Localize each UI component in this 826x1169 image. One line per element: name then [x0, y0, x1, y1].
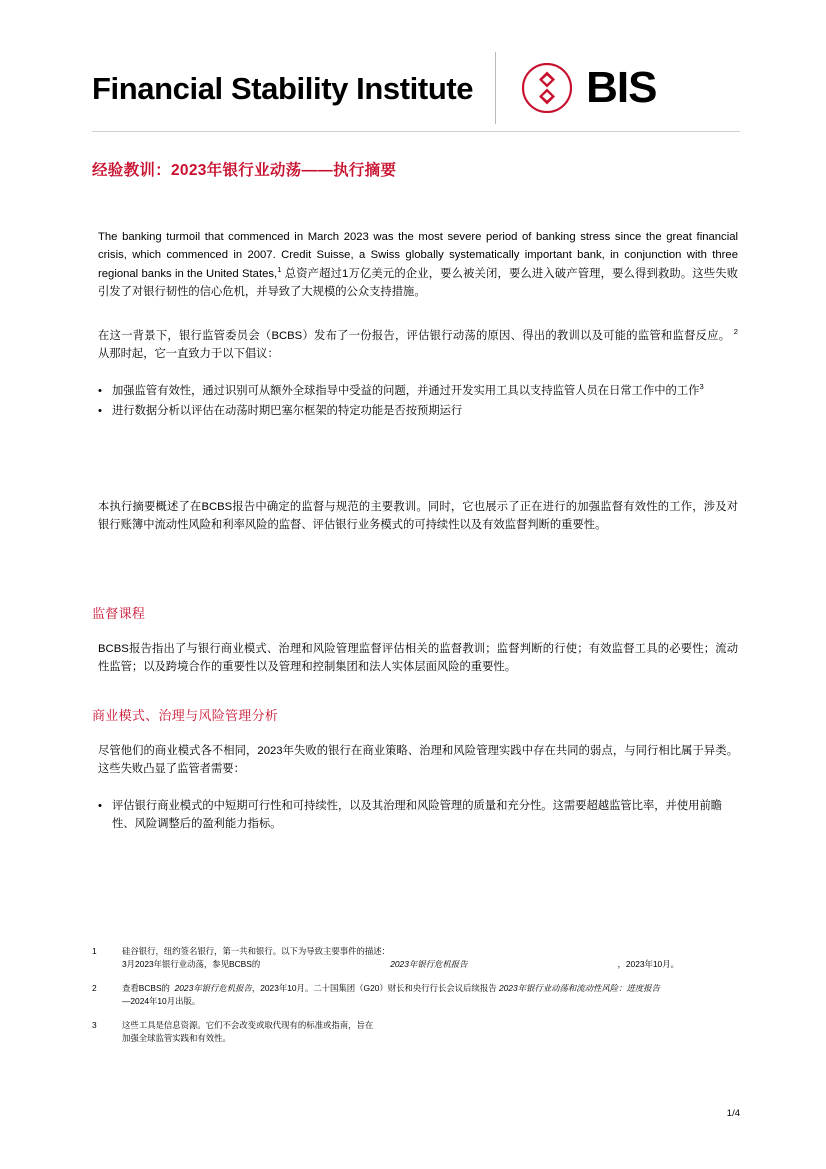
list-item [98, 797, 738, 834]
page-title: 经验教训：2023年银行业动荡——执行摘要 [92, 162, 397, 179]
footnote-ref-3[interactable]: 3 [699, 382, 704, 392]
footnote-2-line1-b: ，2023年10月。二十国集团（G20）财长和央行行长会议后续报告 [251, 983, 497, 994]
footnote-2 [92, 982, 740, 1008]
footnote-1-line1: 硅谷银行，纽约签名银行，第一共和银行。以下为导致主要事件的描述： [122, 946, 390, 956]
bis-logo [522, 63, 656, 113]
document-header [92, 52, 740, 124]
footnote-2-line2: —2024年10月出版。 [122, 996, 201, 1007]
paragraph-intro [98, 228, 738, 301]
footnote-ref-2[interactable]: 2 [733, 327, 738, 337]
fsi-wordmark: Financial Stability Institute [92, 70, 474, 106]
section-paragraph-supervisory-lessons: BCBS报告指出了与银行商业模式、治理和风险管理监督评估相关的监督教训；监督判断的行使；有效监督工具的必要性；流动性监管；以及跨境合作的重要性以及管理和控制集团和法人实体层面风险的重要性。 [98, 643, 738, 674]
header-divider [495, 52, 496, 124]
paragraph-summary: 本执行摘要概述了在BCBS报告中确定的监督与规范的主要教训。同时，它也展示了正在进行的加强监督有效性的工作，涉及对银行账簿中流动性风险和利率风险的监督、评估银行业务模式的可持续性以及有效监督判断的重要性。 [98, 501, 738, 532]
footnote-1-body [122, 945, 740, 971]
footnote-ref-1[interactable]: 1 [277, 264, 282, 274]
footnote-1 [92, 945, 740, 971]
footnote-2-number: 2 [92, 983, 97, 994]
paragraph-intro-text: The banking turmoil that commenced in March 2023 was the most severe period of banking stress since the great financial crisis, which commenced in 2007. Credit Suisse, a Swiss globally systematically important bank, in conjunction with three regional banks in the United States, [98, 231, 738, 280]
paragraph-background-text: 在这一背景下，银行监管委员会（BCBS）发布了一份报告，评估银行动荡的原因、得出的教训以及可能的监管和监督反应。 [98, 330, 731, 342]
footnote-3 [92, 1019, 740, 1045]
footnote-1-line2-b: ，2023年10月。 [617, 959, 679, 970]
footnote-2-body [122, 982, 740, 1008]
business-model-bullet-list [98, 797, 738, 836]
header-rule [92, 131, 740, 132]
bis-diamond-logo-icon [522, 63, 572, 113]
footnote-3-number: 3 [92, 1020, 97, 1031]
list-item [98, 382, 738, 400]
footnote-1-line2 [122, 958, 740, 971]
section-heading-business-model: 商业模式、治理与风险管理分析 [92, 708, 279, 723]
footnote-3-line2: 加强全球监管实践和有效性。 [122, 1033, 231, 1044]
footnote-1-number: 1 [92, 946, 97, 956]
footnote-1-title: 2023年银行危机报告 [390, 959, 468, 970]
footnote-1-line2-a: 3月2023年银行业动荡，参见BCBS的 [122, 959, 261, 970]
footnote-2-title-2: 2023年银行业动荡和流动性风险：进度报告 [498, 983, 660, 994]
bullet-text: 评估银行商业模式的中短期可行性和可持续性，以及其治理和风险管理的质量和充分性。这需要超越监管比率，并使用前瞻性、风险调整后的盈利能力指标。 [112, 800, 723, 831]
paragraph-background [98, 327, 738, 364]
bis-wordmark: BIS [586, 63, 657, 112]
paragraph-intro-text-cont: 总资产超过1万亿美元的企业，要么被关闭，要么进入破产管理，要么得到救助。这些失败引发了对银行韧性的信心危机，并导致了大规模的公众支持措施。 [98, 267, 739, 298]
page-number: 1/4 [726, 1108, 740, 1119]
footnote-2-line1 [122, 982, 740, 995]
footnote-2-title-1: 2023年银行危机报告 [174, 983, 252, 994]
paragraph-background-text-cont: 从那时起，它一直致力于以下倡议： [98, 348, 279, 361]
footnote-3-body [122, 1019, 740, 1045]
bullet-text: 加强监管有效性，通过识别可从额外全球指导中受益的问题，并通过开发实用工具以支持监管人员在日常工作中的工作 [112, 385, 700, 397]
list-item [98, 402, 738, 420]
footnotes-section [92, 945, 740, 1056]
bullet-text: 进行数据分析以评估在动荡时期巴塞尔框架的特定功能是否按预期运行 [112, 405, 463, 418]
footnote-3-line1: 这些工具是信息资源。它们不会改变或取代现有的标准或指南，旨在 [122, 1020, 374, 1031]
section-heading-supervisory-lessons: 监督课程 [92, 606, 146, 621]
footnote-2-line1-a: 查看BCBS的 [122, 983, 170, 994]
section-paragraph-business-model: 尽管他们的商业模式各不相同，2023年失败的银行在商业策略、治理和风险管理实践中存在共同的弱点，与同行相比属于异类。这些失败凸显了监管者需要： [98, 745, 738, 776]
initiatives-bullet-list [98, 382, 738, 423]
